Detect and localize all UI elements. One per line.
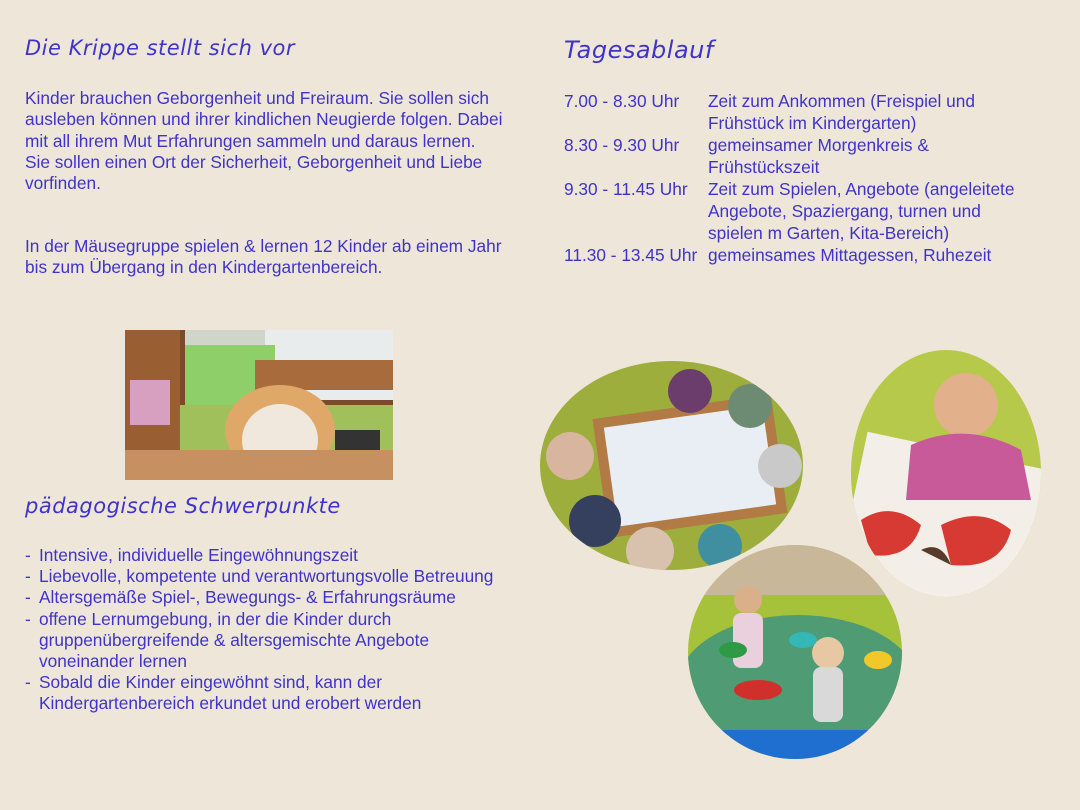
bullet-dash: - — [25, 545, 31, 565]
schedule-row — [564, 244, 1034, 266]
section-title-krippe: Die Krippe stellt sich vor — [25, 36, 295, 60]
schedule-row — [564, 90, 1034, 134]
focus-item — [25, 566, 515, 587]
schedule-time: 7.00 - 8.30 Uhr — [564, 91, 680, 111]
focus-item-text: Sobald die Kinder eingewöhnt sind, kann der Kindergartenbereich erkundet und erobert werden — [39, 672, 422, 714]
bullet-dash: - — [25, 672, 31, 693]
schedule-description: Zeit zum Ankommen (Freispiel und Frühstück im Kindergarten) — [708, 91, 975, 133]
focus-title: pädagogische Schwerpunkte — [25, 494, 341, 518]
focus-item-text: Altersgemäße Spiel-, Bewegungs- & Erfahrungsräume — [39, 587, 456, 608]
focus-list — [25, 545, 515, 715]
focus-item-text: Intensive, individuelle Eingewöhnungszeit — [39, 545, 358, 565]
schedule-title: Tagesablauf — [564, 36, 714, 64]
schedule-time: 8.30 - 9.30 Uhr — [564, 135, 680, 155]
bullet-dash: - — [25, 608, 31, 629]
children-balance-stones-photo — [688, 545, 902, 759]
focus-item-text: Liebevolle, kompetente und verantwortungsvolle Betreuung — [39, 566, 494, 587]
schedule-time: 11.30 - 13.45 Uhr — [564, 245, 698, 265]
schedule-description: Zeit zum Spielen, Angebote (angeleitete Angebote, Spaziergang, turnen und spielen m Garten, Kita-Bereich) — [708, 179, 1015, 243]
child-painting-photo — [851, 350, 1041, 597]
room-photo — [125, 330, 393, 480]
group-paragraph: In der Mäusegruppe spielen & lernen 12 Kinder ab einem Jahr bis zum Übergang in den Kindergartenbereich. — [25, 236, 502, 278]
intro-paragraph: Kinder brauchen Geborgenheit und Freiraum. Sie sollen sich ausleben können und ihrer kindlichen Neugierde folgen. Dabei mit all ihrem Mut Erfahrungen sammeln und daraus lernen. Sie sollen einen Ort der Sicherheit, Geborgenheit und Liebe vorfinden. — [25, 88, 503, 194]
schedule-description: gemeinsamer Morgenkreis & Frühstückszeit — [708, 135, 929, 177]
focus-item-text: offene Lernumgebung, in der die Kinder durch gruppenübergreifende & altersgemischte Angebote voneinander lernen — [39, 608, 430, 672]
children-light-table-photo — [540, 361, 803, 570]
focus-item — [25, 545, 515, 566]
bullet-dash: - — [25, 587, 31, 608]
schedule-time: 9.30 - 11.45 Uhr — [564, 179, 688, 199]
focus-item — [25, 587, 515, 608]
focus-item — [25, 672, 515, 714]
focus-item — [25, 609, 515, 673]
schedule-table — [564, 90, 1034, 266]
schedule-description: gemeinsames Mittagessen, Ruhezeit — [708, 245, 992, 265]
schedule-row — [564, 134, 1034, 178]
bullet-dash: - — [25, 566, 31, 587]
schedule-row — [564, 178, 1034, 244]
